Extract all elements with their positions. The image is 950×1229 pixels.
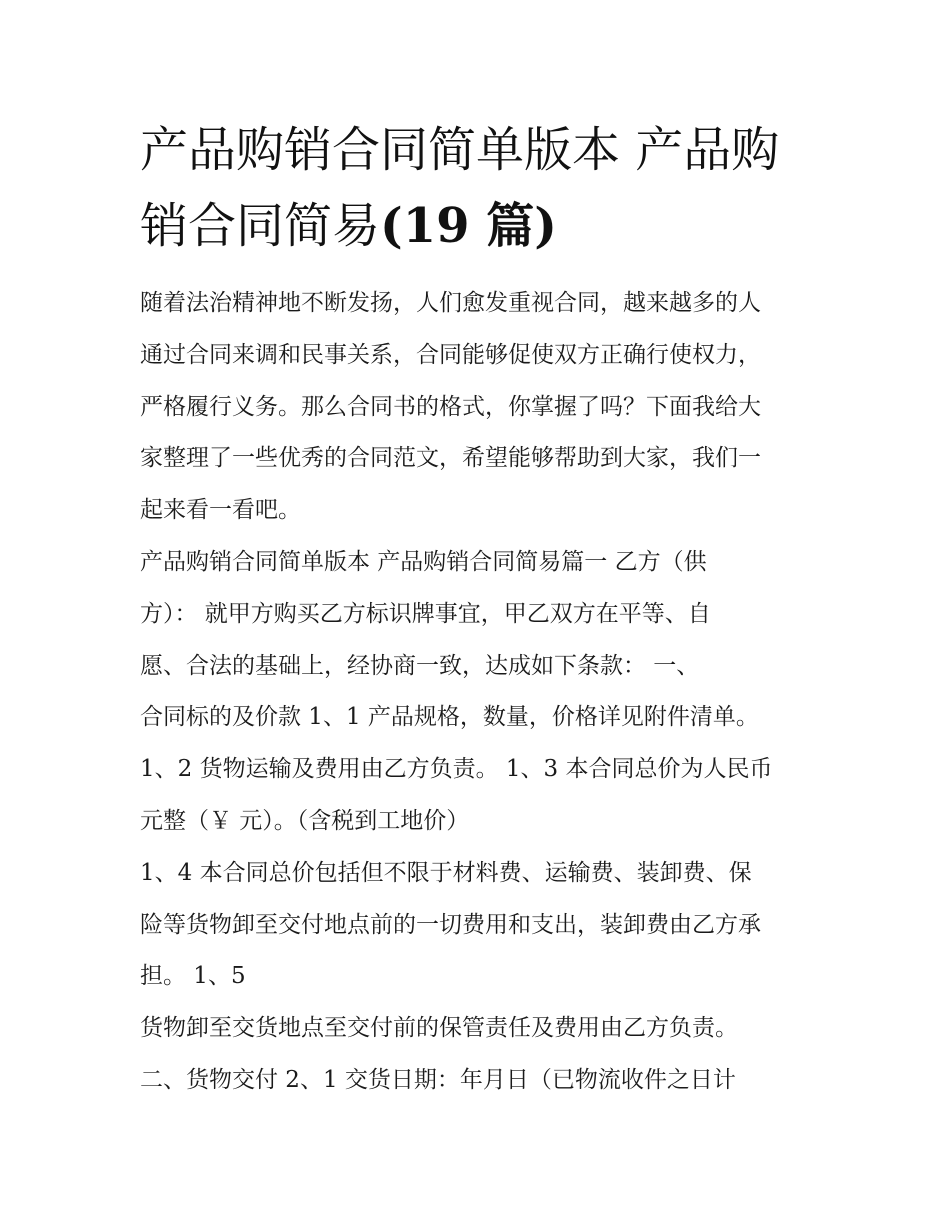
body-line: 元整（￥ 元）。（含税到工地价） (140, 807, 470, 834)
body-line: 1、4 本合同总价包括但不限于材料费、运输费、装卸费、保 (140, 859, 752, 886)
title-line-2-main: 销合同简易 (140, 198, 381, 254)
body-line: 通过合同来调和民事关系，合同能够促使双方正确行使权力， (140, 341, 761, 368)
title-count: (19 篇) (380, 198, 557, 254)
body-line: 货物卸至交货地点至交付前的保管责任及费用由乙方负责。 (140, 1015, 738, 1042)
document-body (140, 278, 840, 1107)
body-line: 方）： 就甲方购买乙方标识牌事宜，甲乙双方在平等、自 (140, 600, 711, 627)
body-line: 1、2 货物运输及费用由乙方负责。 1、3 本合同总价为人民币 (140, 756, 773, 783)
body-line: 二、货物交付 2、1 交货日期：年月日（已物流收件之日计 (140, 1066, 736, 1093)
body-line: 愿、合法的基础上，经协商一致，达成如下条款： 一、 (140, 652, 700, 679)
document-title (140, 112, 840, 264)
body-line: 产品购销合同简单版本 产品购销合同简易篇一 乙方（供 (140, 548, 707, 575)
body-line: 家整理了一些优秀的合同范文，希望能够帮助到大家，我们一 (140, 445, 761, 472)
body-line: 随着法治精神地不断发扬，人们愈发重视合同，越来越多的人 (140, 290, 761, 316)
body-line: 起来看一看吧。 (140, 497, 301, 524)
title-line-1: 产品购销合同简单版本 产品购 (140, 122, 780, 178)
body-line: 合同标的及价款 1、1 产品规格，数量，价格详见附件清单。 (140, 704, 759, 731)
body-line: 严格履行义务。那么合同书的格式，你掌握了吗？下面我给大 (140, 393, 761, 420)
body-line: 担。 1、5 (140, 963, 246, 990)
title-line-2 (140, 188, 840, 264)
body-line: 险等货物卸至交付地点前的一切费用和支出，装卸费由乙方承 (140, 911, 761, 938)
